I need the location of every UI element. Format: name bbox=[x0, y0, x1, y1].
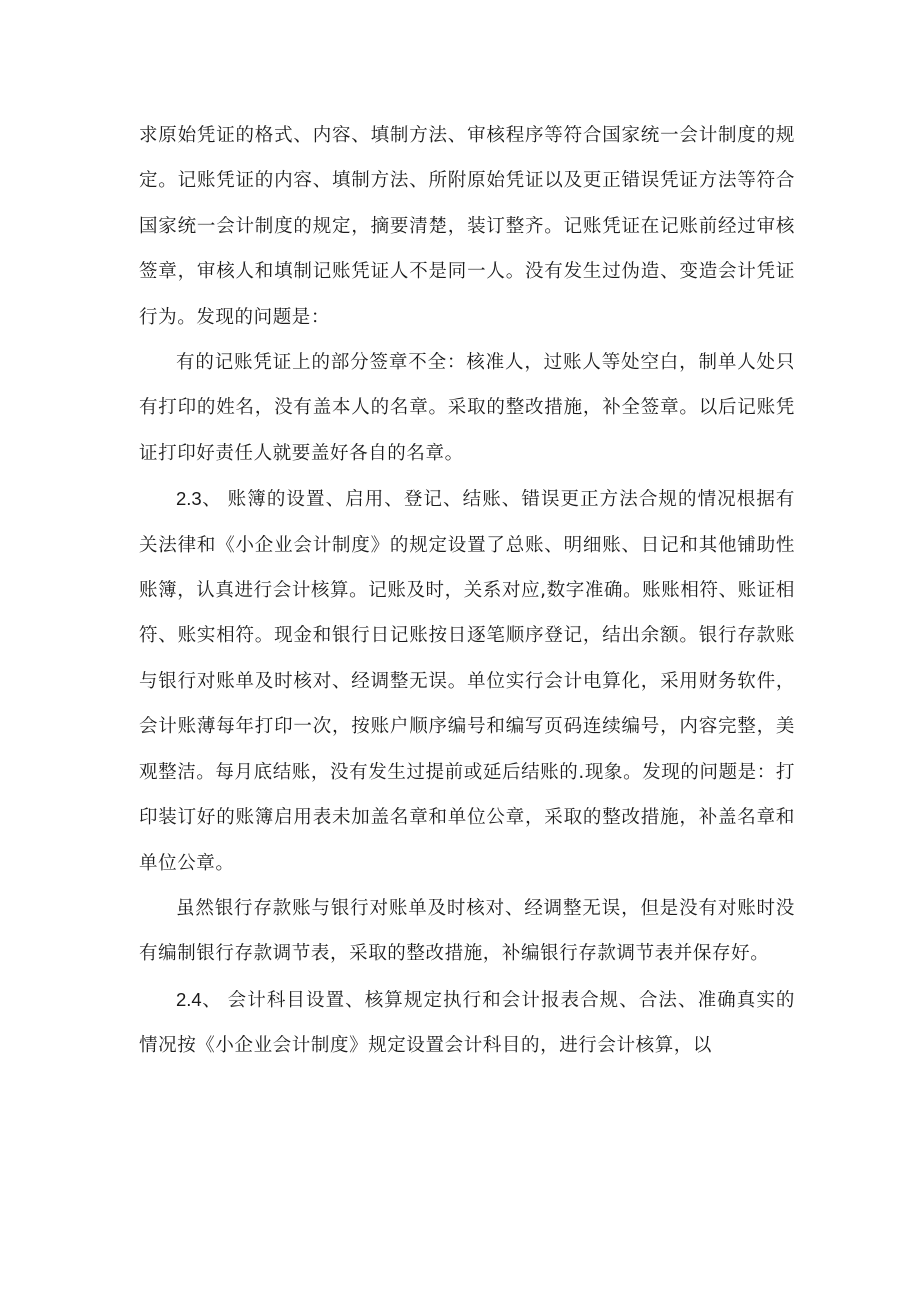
paragraph-text: 有的记账凭证上的部分签章不全：核准人，过账人等处空白，制单人处只有打印的姓名，没有盖本人的名章。采取的整改措施，补全签章。以后记账凭证打印好责任人就要盖好各自的名章。 bbox=[139, 352, 795, 464]
paragraph-text: 求原始凭证的格式、内容、填制方法、审核程序等符合国家统一会计制度的规定。记账凭证的内容、填制方法、所附原始凭证以及更正错误凭证方法等符合国家统一会计制度的规定，摘要清楚，装订整齐。记账凭证在记账前经过审核签章，审核人和填制记账凭证人不是同一人。没有发生过伪造、变造会计凭证行为。发现的问题是： bbox=[139, 125, 795, 328]
paragraph-section-2-3 bbox=[139, 476, 795, 886]
paragraph-text: 虽然银行存款账与银行对账单及时核对、经调整无误，但是没有对账时没有编制银行存款调节表，采取的整改措施，补编银行存款调节表并保存好。 bbox=[139, 897, 795, 965]
paragraph-text: 账簿的设置、启用、登记、结账、错误更正方法合规的情况根据有关法律和《小企业会计制度》的规定设置了总账、明细账、日记和其他铺助性账簿，认真进行会计核算。记账及时，关系对应,数字准确。账账相符、账证相符、账实相符。现金和银行日记账按日逐笔顺序登记，结出余额。银行存款账与银行对账单及时核对、经调整无误。单位实行会计电算化，采用财务软件，会计账薄每年打印一次，按账户顺序编号和编写页码连续编号，内容完整，美观整洁。每月底结账，没有发生过提前或延后结账的.现象。发现的问题是：打印装订好的账簿启用表未加盖名章和单位公章，采取的整改措施，补盖名章和单位公章。 bbox=[139, 489, 796, 874]
paragraph-section-2-4 bbox=[139, 977, 795, 1069]
section-number: 2.3、 bbox=[176, 488, 222, 510]
paragraph-signature-issue bbox=[139, 340, 795, 476]
paragraph-bank-reconciliation bbox=[139, 886, 795, 977]
paragraph-text: 会计科目设置、核算规定执行和会计报表合规、合法、准确真实的情况按《小企业会计制度》规定设置会计科目的，进行会计核算，以 bbox=[139, 989, 796, 1057]
section-number: 2.4、 bbox=[176, 988, 222, 1010]
paragraph-original-voucher bbox=[139, 113, 795, 340]
document-body bbox=[139, 113, 795, 1069]
